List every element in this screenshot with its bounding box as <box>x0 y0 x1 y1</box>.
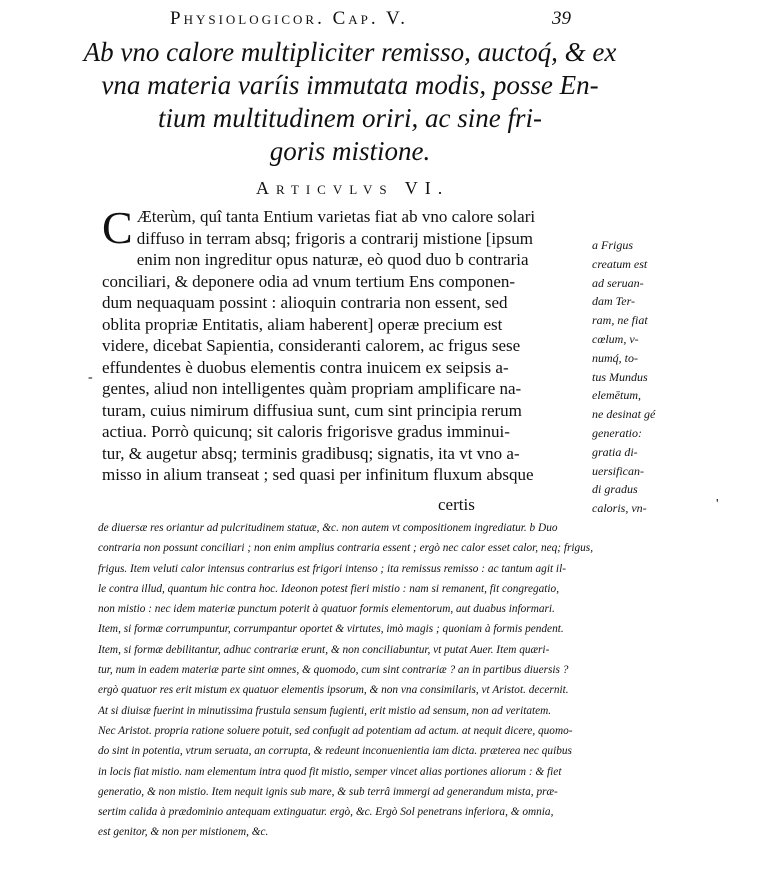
margin-note-line: ram, ne fiat <box>592 313 648 328</box>
heading-line: Ab vno calore multipliciter remisso, auctoq́, & ex <box>83 37 617 67</box>
margin-note-line: numq́, to- <box>592 350 638 365</box>
margin-note-line: dam Ter- <box>592 294 635 309</box>
page-number: 39 <box>552 8 571 29</box>
margin-notes <box>592 236 672 518</box>
margin-note-line: creatum est <box>592 256 648 271</box>
footnote-line: sertim calida à prædominio antequam extinguatur. ergò, &c. Ergò Sol penetrans inferiora, & omnia, <box>98 806 554 819</box>
text-line: Æterùm, quî tanta Entium varietas fiat ab vno calore solari <box>136 207 536 226</box>
margin-dash-mark: - <box>88 370 93 385</box>
margin-note-line: cœlum, v- <box>592 331 639 346</box>
article-label: Articvlvs VI. <box>256 178 450 198</box>
running-head: Physiologicor. Cap. V. <box>170 8 409 29</box>
text-line: effundentes è duobus elementis contra inuicem ex seipsis a- <box>102 357 509 377</box>
heading-line: vna materia varíis immutata modis, posse En- <box>101 70 599 100</box>
heading-line: goris mistione. <box>269 136 431 166</box>
margin-note-line: caloris, vn- <box>592 501 647 516</box>
footnote-line: est genitor, & non per mistionem, &c. <box>98 826 269 839</box>
footnote-line: At si diuisæ fuerint in minutissima frustula sensum fugienti, erit mistio ad sensum, non ad veritatem. <box>98 704 552 717</box>
text-line: actiua. Porrò quicunq; sit caloris frigorisve gradus imminui- <box>102 422 510 441</box>
footnote-line: Nec Aristot. propria ratione soluere potuit, sed confugit ad potentiam ad actum. at nequit dicere, quomo- <box>98 724 573 737</box>
catchword: certis <box>438 495 475 514</box>
footnote-line: generatio, & non mistio. Item nequit ignis sub mare, & sub terrâ immergi ad generandum mista, præ- <box>98 785 558 798</box>
text-line: videre, dicebat Sapientia, consideranti calorem, ac frigus sese <box>102 336 521 355</box>
footnote-line: le contra illud, quantum hic contra hoc. Ideonon potest fieri mistio : nam si remanent, fit congregatio, <box>98 582 560 595</box>
text-line: tur, & augetur absq; terminis gradibusq; signatis, ita vt vno a- <box>102 443 520 463</box>
footnote-line: de diuersæ res oriantur ad pulcritudinem statuæ, &c. non autem vt compositionem ingrediatur. b Duo <box>98 522 558 534</box>
footnotes <box>98 518 688 843</box>
footnote-line: Item, si formæ debilitantur, adhuc contrariæ erunt, & non conciliabuntur, vt putat Auer. Item quæri- <box>98 643 550 656</box>
text-line: misso in alium transeat ; sed quasi per infinitum fluxum absque <box>102 465 534 484</box>
text-line: turam, cuius nimirum diffusiua sunt, cum sint principia rerum <box>102 400 522 420</box>
main-text <box>102 202 592 486</box>
footnote-line: Item, si formæ corrumpuntur, corrumpantur oportet & virtutes, imò magis ; quoniam à formis pendent. <box>98 623 564 636</box>
margin-note-line: uersifican- <box>592 463 644 478</box>
footnote-line: frigus. Item veluti calor intensus contrarius est frigori intenso ; ita remissus remisso : ac tantum agit il- <box>98 562 566 575</box>
margin-tick-mark: ' <box>716 497 719 512</box>
text-line: conciliari, & deponere odia ad vnum tertium Ens componen- <box>102 271 516 291</box>
text-line: dum nequaquam possint : alioquin contraria non essent, sed <box>102 293 508 312</box>
text-line: diffuso in terram absq; frigoris a contrarij mistione [ipsum <box>136 228 533 248</box>
footnote-line: contraria non possunt conciliari ; non enim amplius contraria essent ; ergò nec calor esset calor, neq; frigus, <box>98 542 594 555</box>
margin-note-line: generatio: <box>592 425 642 440</box>
margin-note-line: a Frigus <box>592 238 634 252</box>
margin-note-line: gratia di- <box>592 444 638 459</box>
margin-note-line: elemētum, <box>592 388 641 403</box>
text-line: enim non ingreditur opus naturæ, eò quod duo b contraria <box>136 250 529 269</box>
footnote-line: do sint in potentia, vtrum seruata, an corrupta, & redeunt inconuenientia iam dicta. præterea nec quibus <box>98 745 572 758</box>
drop-cap: C <box>102 202 133 253</box>
margin-note-line: di gradus <box>592 482 638 497</box>
footnote-line: tur, num in eadem materiæ parte sint omnes, & quomodo, cum sint contrariæ ? an in partibus diuersis ? <box>98 664 569 677</box>
text-line: oblita propriæ Entitatis, aliam haberent] operæ precium est <box>102 314 503 334</box>
chapter-heading <box>80 36 620 168</box>
text-line: gentes, aliud non intelligentes quàm propriam amplificare na- <box>102 379 522 398</box>
margin-note-line: ne desinat gé <box>592 407 656 422</box>
footnote-line: ergò quatuor res erit mistum ex quatuor elementis ipsorum, & non vna consimilaris, vt Aristot. decernit. <box>98 684 569 697</box>
heading-line: tium multitudinem oriri, ac sine fri- <box>158 103 542 133</box>
margin-note-line: tus Mundus <box>592 369 648 384</box>
footnote-line: non mistio : nec idem materiæ punctum poterit à quatuor formis elementorum, aut duabus informari. <box>98 603 555 616</box>
margin-note-line: ad seruan- <box>592 275 644 290</box>
footnote-line: in locis fiat mistio. nam elementum intra quod fit mistio, semper vincet alias portiones aliorum : & fiet <box>98 765 562 778</box>
